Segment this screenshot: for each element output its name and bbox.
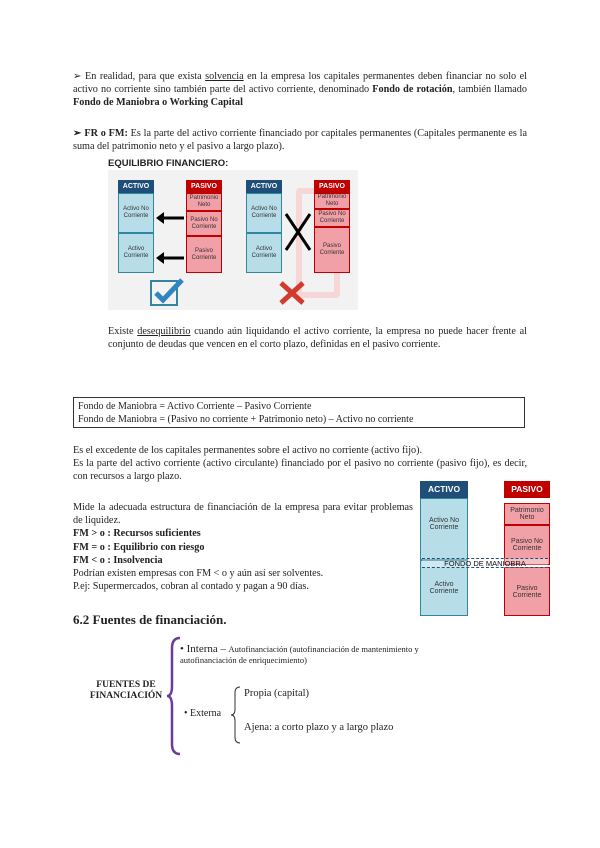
activo-header-2: ACTIVO bbox=[246, 180, 282, 193]
left-arrows-icon bbox=[154, 200, 186, 270]
interna-desc: Autofinanciación (autofinanciación de mantenimiento y autofinanciación de enriquecimiento) bbox=[180, 644, 419, 665]
patrimonio-neto-box: Patrimonio Neto bbox=[186, 193, 222, 211]
mide-text: Mide la adecuada estructura de financiación de la empresa para evitar problemas de liquidez. bbox=[73, 502, 413, 527]
fuentes-heading: 6.2 Fuentes de financiación. bbox=[73, 612, 227, 627]
fondo-rotacion-term: Fondo de rotación bbox=[372, 84, 453, 96]
pasivo-corriente-box-2: Pasivo Corriente bbox=[314, 227, 350, 273]
pasivo-no-corriente-box: Pasivo No Corriente bbox=[186, 211, 222, 236]
activo-header-3: ACTIVO bbox=[420, 481, 468, 498]
pasivo-header: PASIVO bbox=[186, 180, 222, 193]
activo-corriente-box-3: Activo Corriente bbox=[420, 560, 468, 616]
excedente-paragraph bbox=[73, 444, 527, 484]
desequilibrio-paragraph bbox=[108, 325, 527, 351]
equilibrio-title: EQUILIBRIO FINANCIERO: bbox=[108, 158, 229, 169]
intro-paragraph-1 bbox=[73, 70, 527, 110]
fm-negative: FM < o : Insolvencia bbox=[73, 554, 163, 566]
fr-fm-label: ➢ FR o FM: bbox=[73, 128, 128, 139]
text: Existe bbox=[108, 326, 138, 337]
text: cuando aún liquidando el activo corriente, la empresa no puede hacer frente al conjunto de deudas que vencen en el corto plazo, definidas en el pasivo corriente. bbox=[108, 326, 527, 351]
fondo-maniobra-band: FONDO DE MANIOBRA bbox=[422, 558, 548, 568]
check-icon bbox=[150, 278, 184, 308]
mide-block bbox=[73, 501, 413, 593]
text: en la empresa los capitales permanentes deben financiar no solo el activo no corriente sino también parte del activo corriente, denominado bbox=[73, 71, 527, 96]
equilibrio-diagram bbox=[108, 170, 358, 310]
small-brace-icon bbox=[230, 685, 242, 745]
podrian-text: Podrían existen empresas con FM < o y aún así ser solventes. bbox=[73, 568, 324, 580]
pasivo-no-corriente-box-3: Pasivo No Corriente bbox=[504, 525, 550, 565]
text: ➢ En realidad, para que exista bbox=[73, 71, 206, 82]
pasivo-corriente-box: Pasivo Corriente bbox=[186, 236, 222, 273]
pasivo-header-2: PASIVO bbox=[314, 180, 350, 193]
activo-no-corriente-box: Activo No Corriente bbox=[118, 193, 154, 233]
formula-1: Fondo de Maniobra = Activo Corriente – Pasivo Corriente bbox=[78, 401, 312, 412]
desequilibrio-term: desequilibrio bbox=[137, 326, 191, 337]
propia-label: Propia (capital) bbox=[244, 688, 310, 699]
pej-text: P.ej: Supermercados, cobran al contado y pagan a 90 días. bbox=[73, 581, 309, 593]
pasivo-no-corriente-box-2: Pasivo No Corriente bbox=[314, 209, 350, 227]
activo-header: ACTIVO bbox=[118, 180, 154, 193]
interna-label: • Interna – bbox=[180, 643, 226, 655]
text: Es la parte del activo corriente financiado por capitales permanentes (Capitales permanente es la suma del patrimonio neto y el pasivo a largo plazo). bbox=[73, 128, 527, 153]
interna-block bbox=[180, 644, 470, 666]
text: , también llamado bbox=[452, 84, 527, 96]
fm-zero: FM = o : Equilibrio con riesgo bbox=[73, 541, 205, 553]
intro-paragraph-2 bbox=[73, 127, 527, 153]
externa-label: • Externa bbox=[184, 708, 222, 719]
fm-positive: FM > o : Recursos suficientes bbox=[73, 528, 201, 540]
activo-no-corriente-box-2: Activo No Corriente bbox=[246, 193, 282, 233]
activo-corriente-box-2: Activo Corriente bbox=[246, 233, 282, 273]
pasivo-header-3: PASIVO bbox=[504, 481, 550, 498]
solvencia-term: solvencia bbox=[205, 71, 244, 82]
activo-corriente-box: Activo Corriente bbox=[118, 233, 154, 273]
pasivo-corriente-box-3: Pasivo Corriente bbox=[504, 567, 550, 616]
red-x-icon bbox=[278, 280, 306, 306]
excedente-line-2: Es la parte del activo corriente (activo circulante) financiado por el pasivo no corriente (pasivo fijo), es decir, con recursos a largo plazo. bbox=[73, 458, 527, 483]
formula-2: Fondo de Maniobra = (Pasivo no corriente + Patrimonio neto) – Activo no corriente bbox=[78, 414, 414, 425]
formula-box bbox=[73, 397, 525, 428]
fondo-maniobra-term: Fondo de Maniobra o Working Capital bbox=[73, 97, 243, 109]
patrimonio-neto-box-2: Patrimonio Neto bbox=[314, 193, 350, 209]
fuentes-label: FUENTES DE FINANCIACIÓN bbox=[89, 680, 163, 701]
patrimonio-neto-box-3: Patrimonio Neto bbox=[504, 503, 550, 525]
ajena-label: Ajena: a corto plazo y a largo plazo bbox=[244, 722, 394, 733]
excedente-line-1: Es el excedente de los capitales permanentes sobre el activo no corriente (activo fijo). bbox=[73, 445, 423, 456]
activo-no-corriente-box-3: Activo No Corriente bbox=[420, 498, 468, 560]
fondo-maniobra-diagram bbox=[420, 481, 550, 621]
cross-lines-icon bbox=[282, 210, 314, 254]
